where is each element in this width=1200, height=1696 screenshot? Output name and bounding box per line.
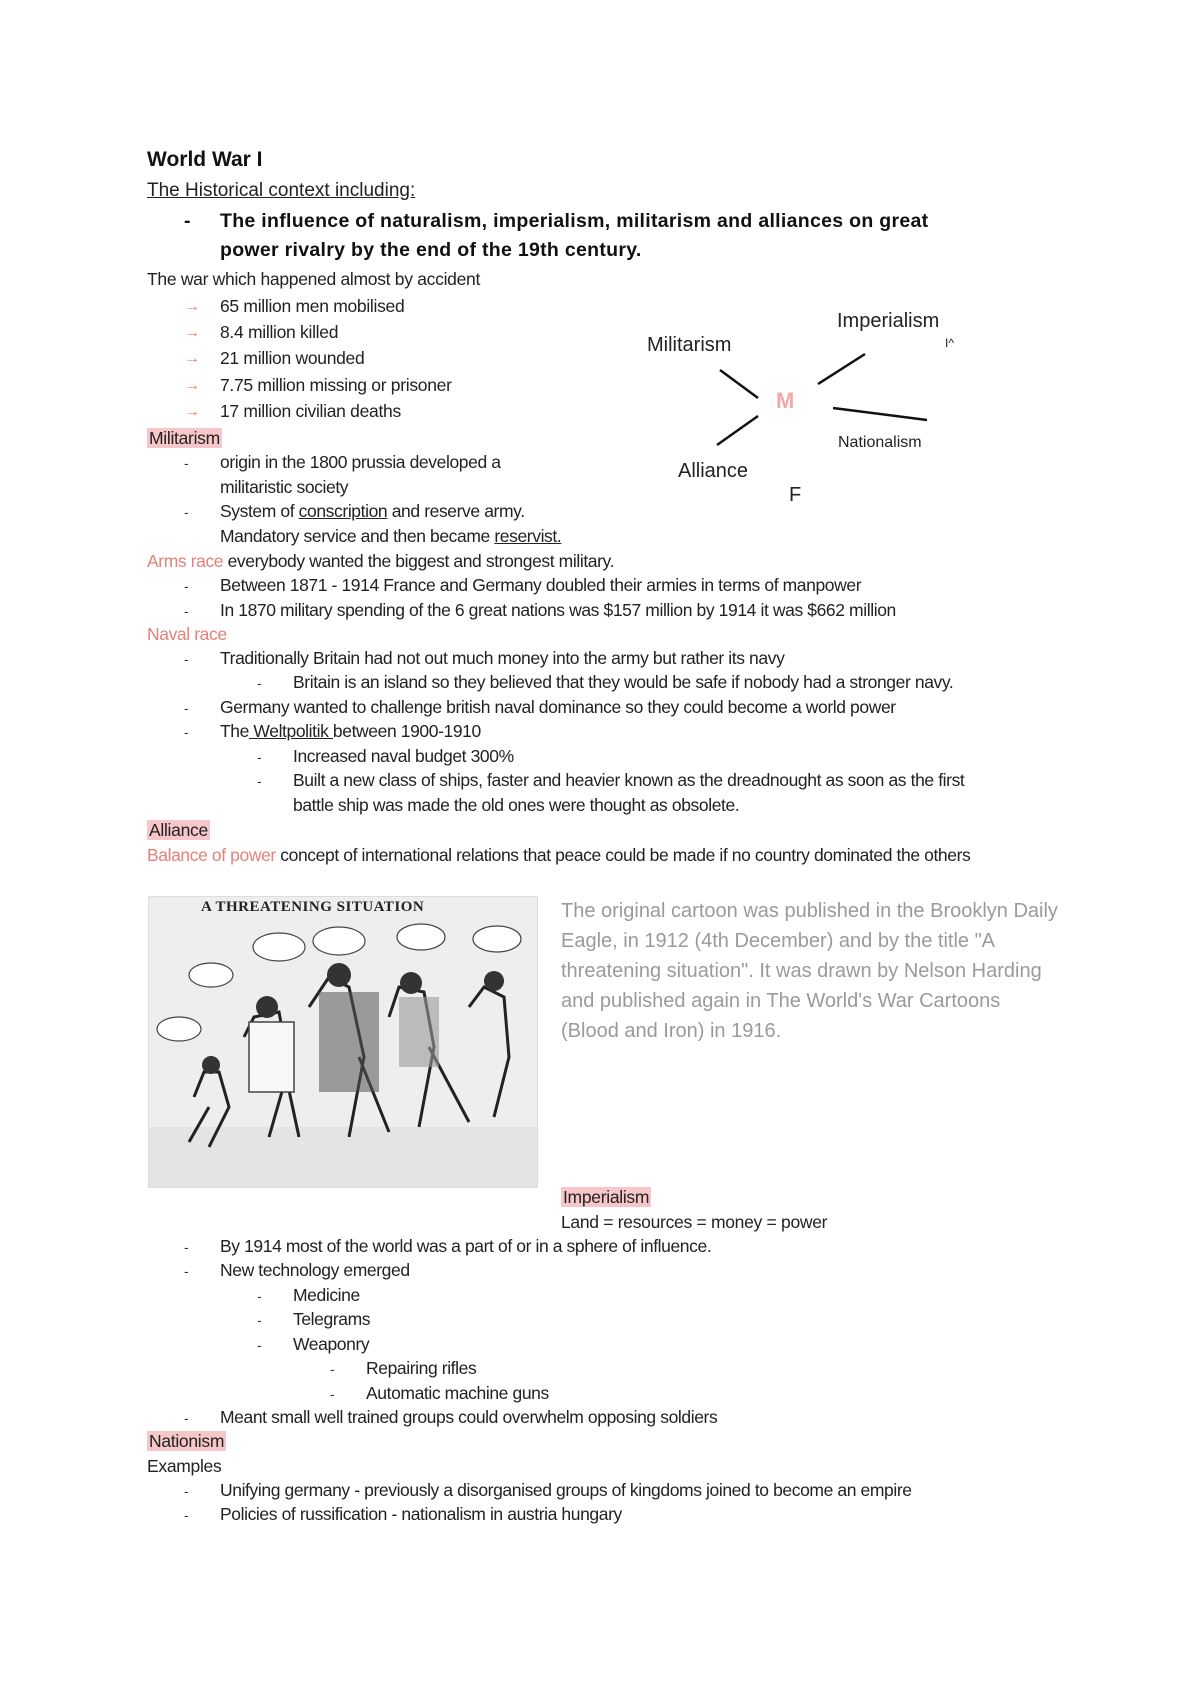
bullet-marker: -: [184, 210, 191, 232]
diagram-corner-mark: I^: [945, 336, 954, 350]
heading-imperialism: Imperialism: [563, 1187, 650, 1207]
diagram-label-imperialism: Imperialism: [837, 310, 940, 332]
diagram-label-nationalism: Nationalism: [838, 434, 922, 451]
line-imperialism: [818, 354, 865, 384]
list-item: 65 million men mobilised: [220, 296, 405, 316]
list-item: Repairing rifles: [366, 1358, 477, 1378]
line-alliance: [717, 416, 758, 445]
list-item: The Weltpolitik between 1900-1910: [220, 721, 481, 741]
list-item: 7.75 million missing or prisoner: [220, 375, 452, 395]
bullet-marker: -: [184, 504, 189, 520]
cartoon-drawing: [149, 897, 537, 1187]
bullet-marker: -: [257, 1288, 262, 1304]
list-item: 21 million wounded: [220, 348, 365, 368]
imperialism-equation: Land = resources = money = power: [561, 1212, 828, 1232]
bold-point-line1: The influence of naturalism, imperialism, militarism and alliances on great: [220, 210, 929, 232]
bullet-marker: -: [184, 1483, 189, 1499]
bullet-marker: -: [184, 455, 189, 471]
section-subtitle: The Historical context including:: [147, 180, 416, 201]
arrow-icon: →: [184, 350, 200, 367]
list-item: Between 1871 - 1914 France and Germany doubled their armies in terms of manpower: [220, 575, 862, 595]
bullet-marker: -: [184, 578, 189, 594]
cartoon-title: A THREATENING SITUATION: [201, 899, 425, 915]
bullet-marker: -: [184, 603, 189, 619]
label-naval-race: Naval race: [147, 624, 227, 644]
arrow-icon: →: [184, 403, 200, 420]
list-item: Automatic machine guns: [366, 1383, 549, 1403]
line-nationalism: [833, 408, 927, 420]
bullet-marker: -: [184, 651, 189, 667]
list-item: New technology emerged: [220, 1260, 410, 1280]
heading-militarism: Militarism: [149, 428, 220, 448]
bullet-marker: -: [184, 1239, 189, 1255]
diagram-label-alliance: Alliance: [678, 460, 749, 482]
list-item: Policies of russification - nationalism in austria hungary: [220, 1504, 622, 1524]
diagram-label-militarism: Militarism: [647, 334, 732, 356]
label-balance-of-power: Balance of power: [147, 845, 276, 865]
list-item: 17 million civilian deaths: [220, 401, 401, 421]
list-item: In 1870 military spending of the 6 great nations was $157 million by 1914 it was $662 million: [220, 600, 896, 620]
diagram-center-mark: M: [776, 388, 796, 413]
label-arms-race: Arms race: [147, 551, 224, 571]
bullet-marker: -: [257, 1312, 262, 1328]
bullet-marker: -: [184, 1410, 189, 1426]
term-reservist: reservist.: [494, 526, 562, 546]
list-item-continued: militaristic society: [220, 477, 349, 497]
bullet-marker: -: [184, 1263, 189, 1279]
arrow-icon: →: [184, 324, 200, 341]
bullet-marker: -: [184, 700, 189, 716]
bullet-marker: -: [257, 749, 262, 765]
list-item: Traditionally Britain had not out much money into the army but rather its navy: [220, 648, 785, 668]
cartoon-image: [148, 896, 538, 1188]
diagram-label-f: F: [789, 484, 802, 506]
balance-of-power-line: Balance of power concept of international relations that peace could be made if no country dominated the others: [147, 845, 971, 865]
list-item: System of conscription and reserve army.: [220, 501, 525, 521]
bullet-marker: -: [184, 724, 189, 740]
list-item: Medicine: [293, 1285, 360, 1305]
bullet-marker: -: [257, 1337, 262, 1353]
list-item: 8.4 million killed: [220, 322, 339, 342]
intro-text: The war which happened almost by accident: [147, 269, 481, 289]
heading-nationism: Nationism: [149, 1431, 225, 1451]
list-item: Weaponry: [293, 1334, 370, 1354]
list-item: origin in the 1800 prussia developed a: [220, 452, 501, 472]
list-item-continued: battle ship was made the old ones were thought as obsolete.: [293, 795, 740, 815]
cartoon-caption: The original cartoon was published in the Brooklyn Daily Eagle, in 1912 (4th December) and by the title "A threatening situation". It was drawn by Nelson Harding and published again in The World's War Cartoons (Blood and Iron) in 1916.: [561, 900, 1058, 1042]
bold-point-line2: power rivalry by the end of the 19th century.: [220, 239, 642, 261]
bullet-marker: -: [184, 1507, 189, 1523]
heading-alliance: Alliance: [149, 820, 208, 840]
list-item: Built a new class of ships, faster and heavier known as the dreadnought as soon as the first: [293, 770, 965, 790]
bullet-marker: -: [330, 1361, 335, 1377]
list-item: Increased naval budget 300%: [293, 746, 514, 766]
bullet-marker: -: [257, 675, 262, 691]
examples-label: Examples: [147, 1456, 222, 1476]
page-title: World War I: [147, 148, 263, 171]
list-item: Telegrams: [293, 1309, 371, 1329]
diagram-label-nationalism-clipped: [838, 434, 922, 451]
list-item-continued: Mandatory service and then became reservist.: [220, 526, 562, 546]
term-conscription: conscription: [298, 501, 388, 521]
term-weltpolitik: Weltpolitik: [248, 721, 333, 741]
list-item: Meant small well trained groups could overwhelm opposing soldiers: [220, 1407, 718, 1427]
bullet-marker: -: [330, 1386, 335, 1402]
list-item: Germany wanted to challenge british naval dominance so they could become a world power: [220, 697, 896, 717]
arrow-icon: →: [184, 377, 200, 394]
arms-race-line: Arms race everybody wanted the biggest and strongest military.: [147, 551, 615, 571]
causes-diagram: [640, 300, 980, 510]
bullet-marker: -: [257, 773, 262, 789]
list-item: Unifying germany - previously a disorganised groups of kingdoms joined to become an empire: [220, 1480, 912, 1500]
list-item: By 1914 most of the world was a part of or in a sphere of influence.: [220, 1236, 712, 1256]
list-item: Britain is an island so they believed that they would be safe if nobody had a stronger navy.: [293, 672, 954, 692]
line-militarism: [720, 370, 758, 398]
arrow-icon: →: [184, 298, 200, 315]
